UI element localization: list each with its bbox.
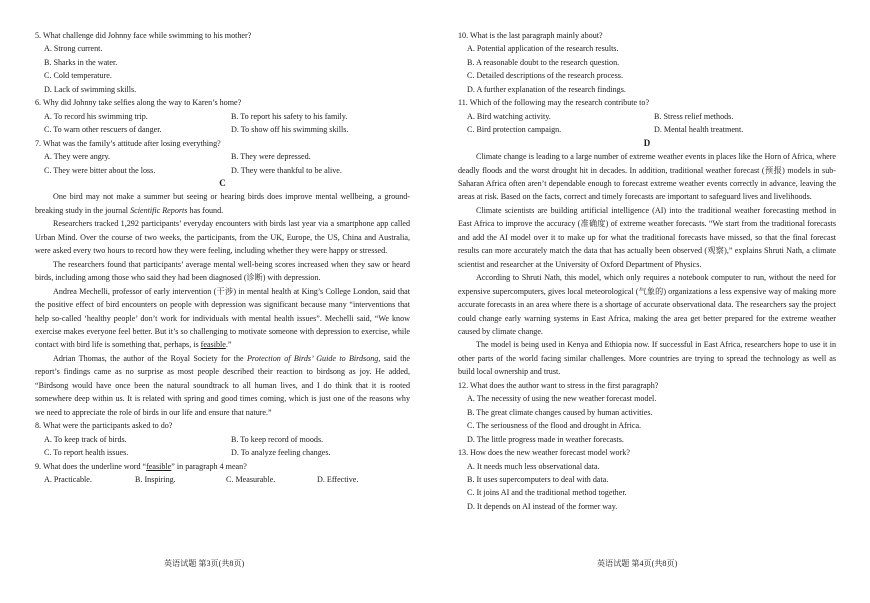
option: B. They were depressed. xyxy=(231,152,311,162)
option: D. Lack of swimming skills. xyxy=(44,84,137,94)
right-column xyxy=(458,29,836,513)
passage-paragraph: Climate scientists are building artificial intelligence (AI) into the traditional weather forecasting method in East Africa to improve the accuracy (准确度) of extreme weather forecasts. “We start from the traditional forecasts and add the AI model over it to make up for what the traditional forecasts have missed, so that the final forecast results can more accurately match the data that has actually been observed (观察),” explains Shruti Nath, a climate scientist and researcher at the University of Oxford Department of Physics. xyxy=(458,205,836,269)
passage-paragraph: The researchers found that participants’ average mental well-being scores increased when they saw or heard birds, including among those who said they had been diagnosed (诊断) with depression. xyxy=(35,259,410,283)
option: C. Cold temperature. xyxy=(44,71,112,81)
option: B. Stress relief methods. xyxy=(654,111,734,121)
question-stem: 8. What were the participants asked to do? xyxy=(35,421,173,431)
option-row xyxy=(35,123,410,136)
paragraph-text: Andrea Mechelli, professor of early intervention (干涉) in mental health at King’s College London, said that the positive effect of bird encounters on people with depression was significant because many “interventions that help so-called ‘healthy people’ don’t work for individuals with mental health issues”. Mechelli said, “We know exercise makes everyone feel better. But it’s so challenging to motivate someone with depression to exercise, while contact with bird life is something that, perhaps, is xyxy=(35,286,410,350)
option: A. Strong current. xyxy=(44,44,103,54)
question-7 xyxy=(35,137,410,177)
passage-paragraph xyxy=(35,352,410,419)
stem-text: 9. What does the underline word “ xyxy=(35,461,147,471)
option: D. The little progress made in weather forecasts. xyxy=(467,434,624,444)
option: C. Measurable. xyxy=(226,474,276,484)
question-12 xyxy=(458,379,836,446)
option: D. They were thankful to be alive. xyxy=(231,165,342,175)
book-title: Protection of Birds’ Guide to Birdsong xyxy=(246,353,379,363)
question-stem xyxy=(35,460,410,473)
question-9 xyxy=(35,460,410,487)
option: A. Bird watching activity. xyxy=(467,111,551,121)
question-stem: 12. What does the author want to stress in the first paragraph? xyxy=(458,380,659,390)
question-11 xyxy=(458,96,836,136)
passage-paragraph: The model is being used in Kenya and Ethiopia now. If successful in East Africa, researchers hope to use it in other parts of the world facing similar challenges. More countries are trying to spread the technology as well as build local ownership and trust. xyxy=(458,340,836,377)
option: D. To analyze feeling changes. xyxy=(231,448,331,458)
option: A. The necessity of using the new weather forecast model. xyxy=(467,394,657,404)
passage-d xyxy=(458,150,836,379)
passage-paragraph xyxy=(35,285,410,352)
passage-paragraph: According to Shruti Nath, this model, which only requires a notebook computer to run, without the need for expensive supercomputers, gives local meteorological (气象的) organizations a less expensive way of making more accurate forecasts in an area where there is a shortage of accurate observational data. The researchers say the project could change early warning systems in East Africa, making the area get better prepared for the extreme weather caused by climate change. xyxy=(458,273,836,336)
passage-paragraph: Climate change is leading to a large number of extreme weather events in places like the Horn of Africa, where deadly floods and the worst drought hit in decades. In addition, traditional weather forecast (预报) models in sub-Saharan Africa often aren’t dependable enough to forecast extreme weather events correctly in advance, leaving the areas at risk. Based on the facts, correct and timely forecasts are important to safeguard lives and livelihoods. xyxy=(458,152,836,202)
option: C. It joins AI and the traditional method together. xyxy=(467,488,627,498)
option: C. They were bitter about the loss. xyxy=(44,165,156,175)
option: A. They were angry. xyxy=(44,152,111,162)
stem-text: ” in paragraph 4 mean? xyxy=(171,461,247,471)
paragraph-text: .” xyxy=(225,340,232,350)
journal-name: Scientific Reports xyxy=(130,205,188,215)
question-stem: 13. How does the new weather forecast model work? xyxy=(458,448,630,458)
question-stem: 5. What challenge did Johnny face while swimming to his mother? xyxy=(35,31,252,40)
page-footer-right: 英语试题 第4页(共8页) xyxy=(597,559,678,568)
option: C. Detailed descriptions of the research process. xyxy=(467,71,623,81)
question-stem: 7. What was the family’s attitude after losing everything? xyxy=(35,138,221,148)
question-stem: 6. Why did Johnny take selfies along the way to Karen’s home? xyxy=(35,98,242,108)
option: D. To show off his swimming skills. xyxy=(231,125,349,135)
option: A. It needs much less observational data. xyxy=(467,461,600,471)
option: C. Bird protection campaign. xyxy=(467,125,562,135)
option: C. The seriousness of the flood and drought in Africa. xyxy=(467,421,642,431)
option: D. A further explanation of the research findings. xyxy=(467,84,626,94)
option-row xyxy=(35,110,410,123)
option-row xyxy=(35,473,410,486)
option-row xyxy=(458,123,836,136)
option: A. To record his swimming trip. xyxy=(44,111,148,121)
option: B. To report his safety to his family. xyxy=(231,111,348,121)
option: B. A reasonable doubt to the research question. xyxy=(467,57,620,67)
option: B. It uses supercomputers to deal with data. xyxy=(467,474,609,484)
paragraph-text: has found. xyxy=(187,205,224,215)
option: C. To report health issues. xyxy=(44,448,129,458)
option: B. To keep record of moods. xyxy=(231,434,324,444)
question-10 xyxy=(458,29,836,96)
option-row xyxy=(35,446,410,459)
option: D. Mental health treatment. xyxy=(654,125,744,135)
option: C. To warn other rescuers of danger. xyxy=(44,125,162,135)
option: B. The great climate changes caused by human activities. xyxy=(467,407,653,417)
section-c-heading: C xyxy=(219,177,226,188)
paragraph-text: , said the report’s findings came as no surprise as most people described their reaction to birdsong as joy. He added, “Birdsong would have once been the natural soundtrack to all human lives, and I do think that it is rooted somewhere deep within us. It is related with spring and good times coming, which is just one of the reasons why we need to appreciate the role of birds in our life and ensure that nature.” xyxy=(35,353,410,417)
question-6 xyxy=(35,96,410,136)
passage-c xyxy=(35,190,410,419)
option: A. To keep track of birds. xyxy=(44,434,127,444)
page-footer-left: 英语试题 第3页(共8页) xyxy=(164,559,245,568)
option-row xyxy=(35,150,410,163)
underlined-word: feasible xyxy=(200,340,226,350)
question-stem: 11. Which of the following may the research contribute to? xyxy=(458,98,650,108)
passage-paragraph xyxy=(35,190,410,217)
option: B. Sharks in the water. xyxy=(44,57,118,67)
left-column xyxy=(35,29,410,486)
option-row xyxy=(458,110,836,123)
underlined-word: feasible xyxy=(146,461,172,471)
question-13 xyxy=(458,446,836,513)
option-row xyxy=(35,433,410,446)
option: B. Inspiring. xyxy=(135,474,176,484)
passage-paragraph: Researchers tracked 1,292 participants’ everyday encounters with birds last year via a smartphone app called Urban Mind. Over the course of two weeks, the participants, from the UK, Europe, the US, China and Australia, were asked every two hours to record how they were feeling, including whether they were happy or stressed. xyxy=(35,219,410,256)
question-5 xyxy=(35,29,410,96)
section-d-heading: D xyxy=(643,137,651,148)
question-8 xyxy=(35,419,410,459)
paragraph-text: One bird may not make a summer but seeing or hearing birds does improve mental wellbeing, a ground-breaking study in the journal xyxy=(35,192,410,215)
option: A. Potential application of the research results. xyxy=(467,44,619,54)
paragraph-text: Adrian Thomas, the author of the Royal Society for the xyxy=(53,353,247,363)
option: A. Practicable. xyxy=(44,474,92,484)
option-row xyxy=(35,164,410,177)
option: D. Effective. xyxy=(317,474,359,484)
option: D. It depends on AI instead of the former way. xyxy=(467,501,618,511)
question-stem: 10. What is the last paragraph mainly about? xyxy=(458,31,603,40)
